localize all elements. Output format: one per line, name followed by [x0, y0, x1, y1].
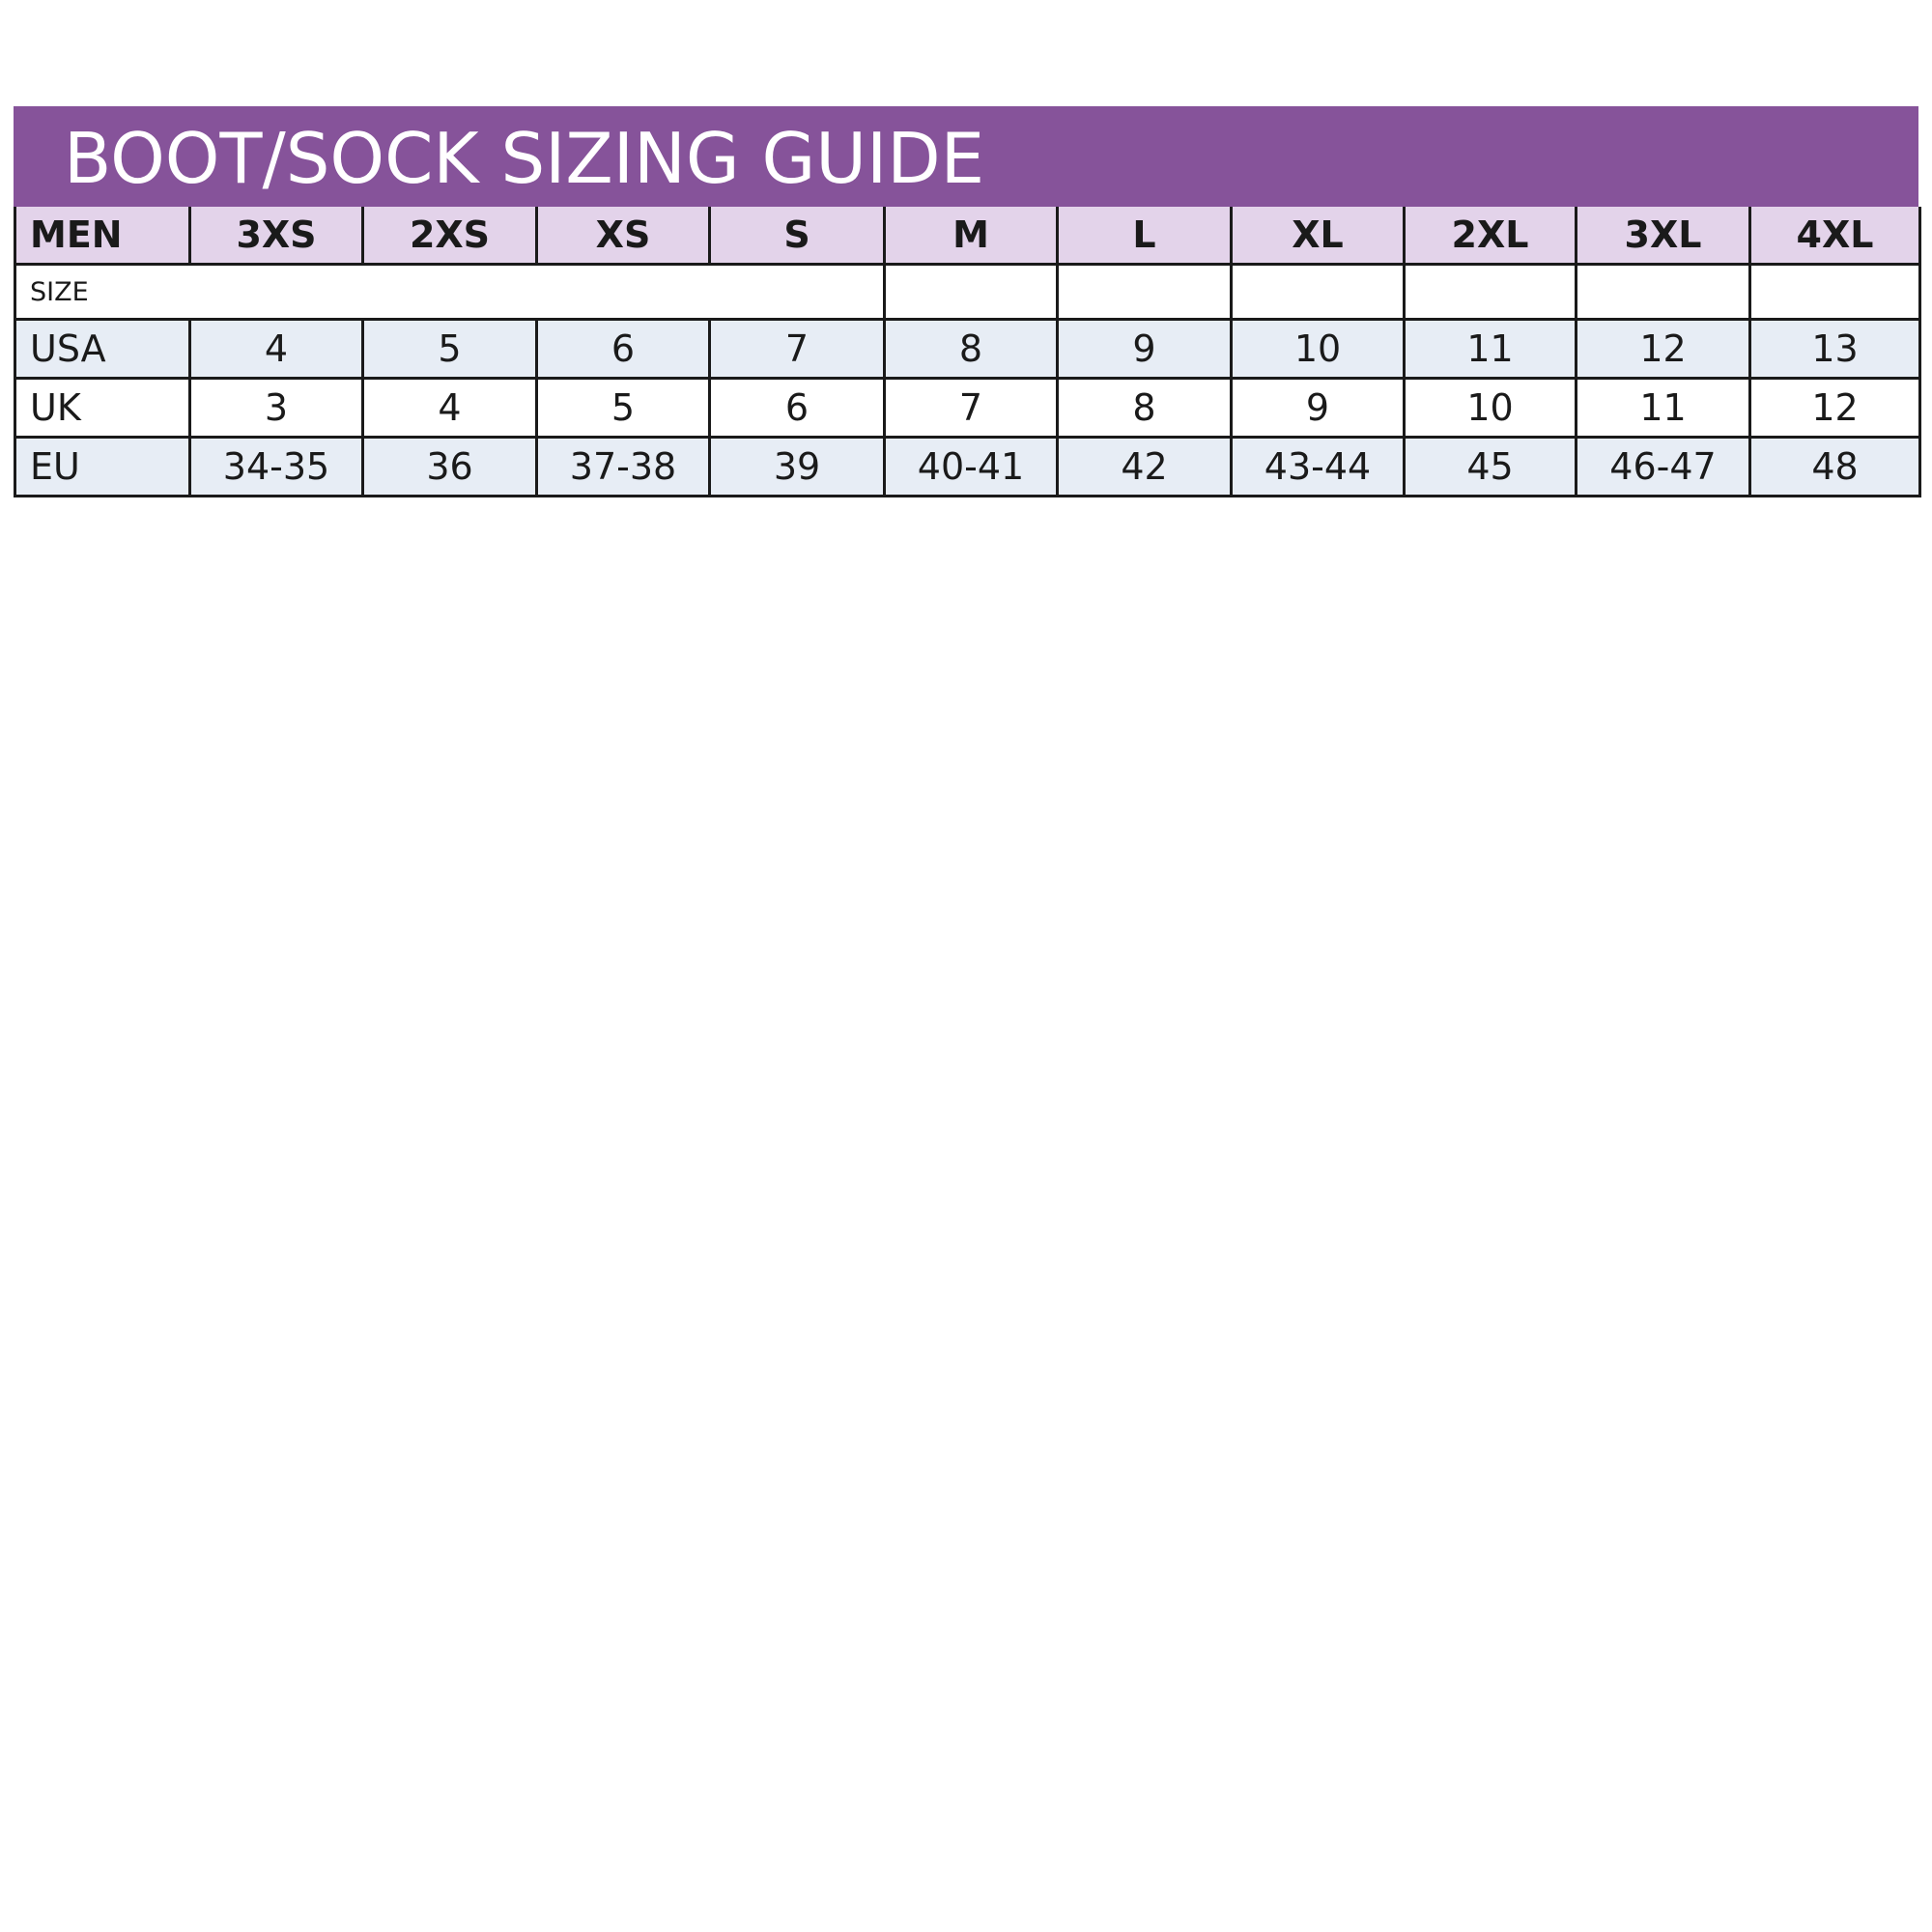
header-size: S: [710, 207, 885, 265]
table-cell: 11: [1405, 320, 1577, 379]
table-cell: 5: [537, 379, 710, 438]
size-row: [15, 265, 1920, 320]
table-cell: 5: [363, 320, 537, 379]
header-size: 3XL: [1577, 207, 1750, 265]
table-cell: 45: [1405, 438, 1577, 497]
title-bar: [14, 106, 1918, 207]
size-row-cell: [1405, 265, 1577, 320]
header-size: L: [1058, 207, 1232, 265]
table-cell: 37-38: [537, 438, 710, 497]
table-cell: 3: [190, 379, 363, 438]
table-cell: 8: [1058, 379, 1232, 438]
size-row-label: SIZE: [15, 265, 885, 320]
table-cell: 13: [1750, 320, 1920, 379]
size-table: [14, 207, 1921, 497]
table-cell: 10: [1405, 379, 1577, 438]
sizing-guide: [14, 106, 1918, 497]
size-row-cell: [1232, 265, 1405, 320]
header-size: 2XL: [1405, 207, 1577, 265]
table-cell: 6: [710, 379, 885, 438]
header-size: 4XL: [1750, 207, 1920, 265]
table-row-eu: [15, 438, 1920, 497]
size-row-cell: [885, 265, 1058, 320]
table-cell: 48: [1750, 438, 1920, 497]
row-label-usa: USA: [15, 320, 190, 379]
table-cell: 9: [1232, 379, 1405, 438]
table-row-uk: [15, 379, 1920, 438]
table-cell: 4: [190, 320, 363, 379]
table-cell: 46-47: [1577, 438, 1750, 497]
table-cell: 7: [885, 379, 1058, 438]
header-size: 3XS: [190, 207, 363, 265]
row-label-eu: EU: [15, 438, 190, 497]
table-cell: 7: [710, 320, 885, 379]
table-cell: 42: [1058, 438, 1232, 497]
table-cell: 39: [710, 438, 885, 497]
page-title: BOOT/SOCK SIZING GUIDE: [64, 118, 985, 199]
table-cell: 12: [1577, 320, 1750, 379]
header-size: XL: [1232, 207, 1405, 265]
table-cell: 4: [363, 379, 537, 438]
row-label-uk: UK: [15, 379, 190, 438]
table-cell: 8: [885, 320, 1058, 379]
header-size: 2XS: [363, 207, 537, 265]
size-row-cell: [1750, 265, 1920, 320]
table-cell: 11: [1577, 379, 1750, 438]
size-row-cell: [1058, 265, 1232, 320]
header-label-men: MEN: [15, 207, 190, 265]
header-size: M: [885, 207, 1058, 265]
size-row-cell: [1577, 265, 1750, 320]
header-row: [15, 207, 1920, 265]
table-row-usa: [15, 320, 1920, 379]
table-cell: 10: [1232, 320, 1405, 379]
table-cell: 9: [1058, 320, 1232, 379]
table-cell: 43-44: [1232, 438, 1405, 497]
table-cell: 6: [537, 320, 710, 379]
header-size: XS: [537, 207, 710, 265]
table-cell: 12: [1750, 379, 1920, 438]
table-cell: 36: [363, 438, 537, 497]
table-cell: 40-41: [885, 438, 1058, 497]
table-cell: 34-35: [190, 438, 363, 497]
